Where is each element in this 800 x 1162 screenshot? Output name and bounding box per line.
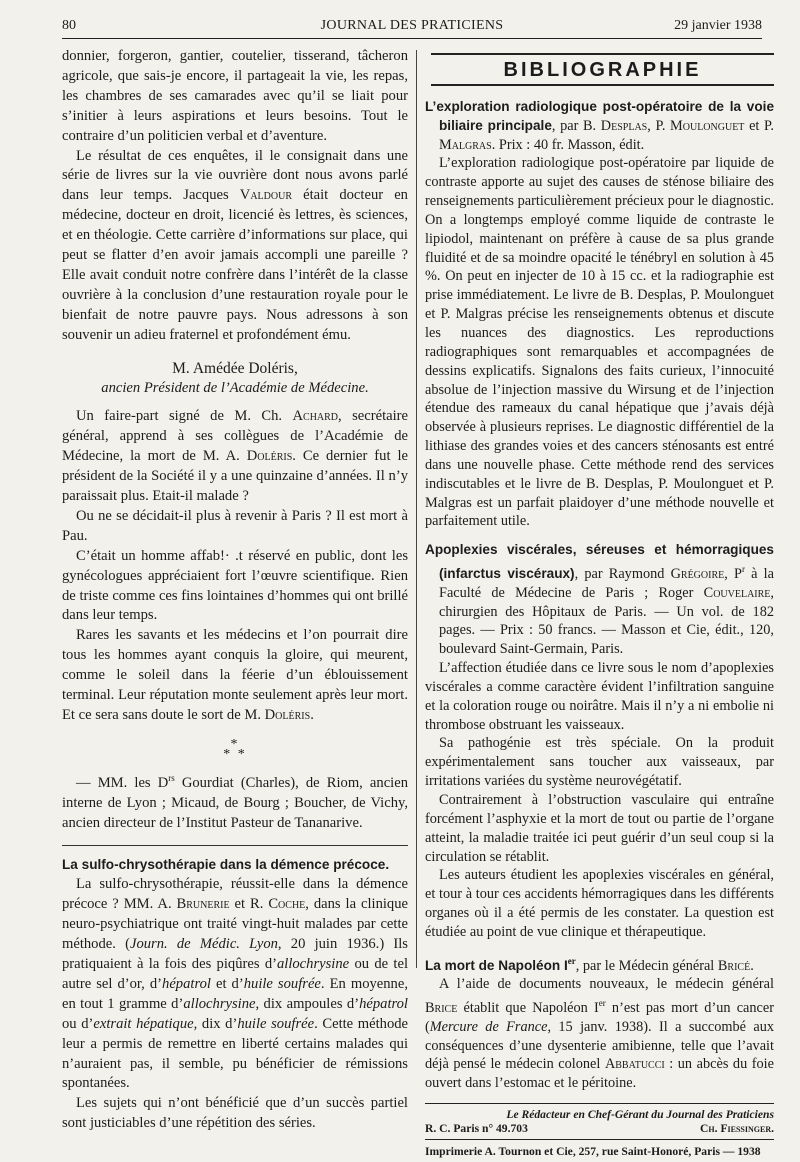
editor-signature: Ch. Fiessinger.: [700, 1122, 774, 1136]
obituary-name: M. Amédée Doléris,: [172, 359, 298, 377]
page-header: [62, 16, 762, 39]
paragraph: Les auteurs étudient les apoplexies viscérales en général, et tour à tour ces accidents hémorragiques dans les différents organes où il a été permis de les constater. La question est étudiée au point de vue clinique et thérapeutique.: [425, 867, 774, 940]
person-name: Valdour: [239, 187, 292, 204]
column-divider: [416, 50, 417, 968]
entry-heading: La mort de Napoléon Ier, par le Médecin général Bricé.: [425, 955, 754, 974]
paragraph: Ou ne se décidait-il plus à revenir à Paris ? Il est mort à Pau.: [62, 507, 408, 544]
bibliography-title: BIBLIOGRAPHIE: [431, 53, 774, 86]
paragraph: Le résultat de ces enquêtes, il le consignait dans une série de livres sur la vie ouvrière dont nous avons parlé dans leur temps. Jacques Valdour était docteur en médecine, docteur en droit, licencié ès lettres, ès sciences, et en théologie. Cette carrière d’informations sur place, qui peut se flatter d’en avoir jamais accompli une pareille ? Elle avait conduit notre confrère dans l’intérêt de la classe ouvrière à la conclusion d’une restauration royale pour le bienfait de notre pauvre pays. Nous adressons à son souvenir un adieu fraternel et profondément ému.: [62, 147, 408, 343]
section-separator: [62, 845, 408, 846]
paragraph: Rares les savants et les médecins et l’on pourrait dire tous les hommes ayant conquis la gloire, qui meurent, comme le soleil dans la féerie d’un éblouissement terminal. Leur réputation monte seulement après leur mort. Et ce sera sans doute le sort de M. Doléris.: [62, 627, 408, 723]
issue-date: 29 janvier 1938: [674, 18, 762, 33]
paragraph: L’affection étudiée dans ce livre sous le nom d’apoplexies viscérales a comme caractère évident l’infiltration sanguine et la coloration rouge ou noirâtre. Mais il n’y a ni embolie ni thrombose obstruant les vaisseaux.: [425, 660, 774, 733]
bibliography-entry: [425, 98, 774, 531]
bibliography-entry: [425, 952, 774, 1093]
left-column: [62, 47, 408, 1134]
editor-line: Le Rédacteur en Chef-Gérant du Journal des Praticiens: [506, 1108, 774, 1122]
paragraph: Les sujets qui n’ont bénéficié que d’un succès partiel sont justiciables d’une répétition des séries.: [62, 1095, 408, 1132]
paragraph: C’était un homme affab!· .t réservé en public, dont les gynécologues appréciaient fort l’œuvre scientifique. Rien de triste comme ces fins lointaines d’hommes qui ont brillé dans leur temps.: [62, 547, 408, 624]
article-title: La sulfo-chrysothérapie dans la démence précoce.: [62, 857, 390, 873]
page-number: 80: [62, 18, 76, 33]
right-column: [425, 47, 774, 1162]
paragraph: Un faire-part signé de M. Ch. Achard, secrétaire général, apprend à ses collègues de l’Académie de Médecine, la mort de M. A. Doléris. Ce dernier fut le président de la Société il y a une quinzaine d’années. Il n’y paraissait plus. Etait-il malade ?: [62, 408, 408, 505]
paragraph: La sulfo-chrysothérapie, réussit-elle dans la démence précoce ? MM. A. Brunerie et R. Coche, dans la clinique neuro-psychiatrique ont traité vingt-huit malades par cette méthode. (Journ. de Médic. Lyon, 20 juin 1936.) Ils pratiquaient à la fois des piqûres d’allochrysine ou de tel autre sel d’or, d’hépatrol et d’huile soufrée. En moyenne, en tout 1 gramme d’allochrysine, dix ampoules d’hépatrol ou d’extrait hépatique, dix d’huile soufrée. Cette méthode leur a permis de remettre en liberté certains malades qui n’auraient pas, il semble, pu bénéficier de rémissions spontanées.: [62, 876, 409, 1092]
entry-heading: Apoplexies viscérales, séreuses et hémorragiques (infarctus viscéraux), par Raymond Grégoire, $P^r$ à la Faculté de Médecine de Paris ; Roger Couvelaire, chirurgien des Hôpitaux de Paris. — Un vol. de 182 pages. — Prix : 50 francs. — Masson et Cie, édit., 120, boulevard Saint-Germain, Paris.: [425, 542, 774, 658]
paragraph: A l’aide de documents nouveaux, le médecin général Brice établit que Napoléon Ier n’est pas mort d’un cancer (Mercure de France, 15 janv. 1938). Il a succombé aux conséquences d’une dysenterie amibienne, telle que l’avait déjà pensé le médecin colonel Abbatucci : un abcès du foie ouvert dans l’estomac et le péritoine.: [425, 976, 774, 1092]
section-stars: * * *: [223, 736, 247, 762]
bibliography-entry: [425, 541, 774, 941]
entry-heading: L’exploration radiologique post-opératoire de la voie biliaire principale, par B. Desplas, P. Moulonguet et P. Malgras. Prix : 40 fr. Masson, édit.: [425, 98, 774, 153]
paragraph: donnier, forgeron, gantier, coutelier, tisserand, tâcheron agricole, que sais-je encore, il partageait la vie, les repas, les chambres de ses camarades avec qu’il se liait pour s’initier à leurs aspirations et leurs besoins. Tout le contraire d’un politicien verbal et d’aventure.: [62, 48, 408, 144]
printer-line: Imprimerie A. Tournon et Cie, 257, rue Saint-Honoré, Paris — 1938: [425, 1139, 774, 1162]
footer-rule: [425, 1103, 774, 1104]
journal-title: JOURNAL DES PRATICIENS: [320, 18, 504, 33]
paragraph: Sa pathogénie est très spéciale. On la produit expérimentalement sans toucher aux vaisseaux, par irritations variées du système neurovégétatif.: [425, 735, 774, 790]
paragraph: — MM. les $D^{rs}$ Gourdiat (Charles), de Riom, ancien interne de Lyon ; Micaud, de Bourg ; Boucher, de Vichy, ancien directeur de l’Institut Pasteur de Tananarive.: [62, 772, 409, 831]
obituary-role: ancien Président de l’Académie de Médecine.: [101, 379, 369, 396]
paragraph: L’exploration radiologique post-opératoire par liquide de contraste apporte au sujet des causes de sténose biliaire des renseignements particulièrement précieux pour le diagnostic. On a longtemps employé comme liquide de contraste le lipiodol, maintenant on préfère à cause de sa plus grande fluidité et de sa moindre opacité le ténébryl en solution à 45 %. On peut en injecter de 10 à 15 cc. et la radiographie est prise immédiatement. Le livre de B. Desplas, P. Moulonguet et P. Malgras précise les renseignements obtenus et discute les nuances des diagnostics. Les reproductions radiographiques sont remarquables et accompagnées de dessins explicatifs. Signalons des faits curieux, l’innocuité absolue de l’injection massive du Wirsung et de l’injection étendue des rameaux du canal hépatique que j’avais déjà observée à plusieurs reprises. Le diagnostic différentiel de la lithiase des grandes voies et des cancers sténosants est entré dans une nouvelle phase. Cette méthode rend des services indiscutables et le livre de B. Desplas, P. Moulonguet et P. Malgras est un parfait plaidoyer d’une méthode nouvelle et parfaitement utile.: [425, 155, 774, 530]
registry-number: R. C. Paris n° 49.703: [425, 1122, 528, 1136]
paragraph: Contrairement à l’obstruction vasculaire qui entraîne forcément l’asphyxie et la mort de tout ou partie de l’organe atteint, la maladie traitée ici peut guérir d’un seul coup si la circulation se rétablit.: [425, 791, 774, 865]
editor-credits: [425, 1108, 774, 1136]
